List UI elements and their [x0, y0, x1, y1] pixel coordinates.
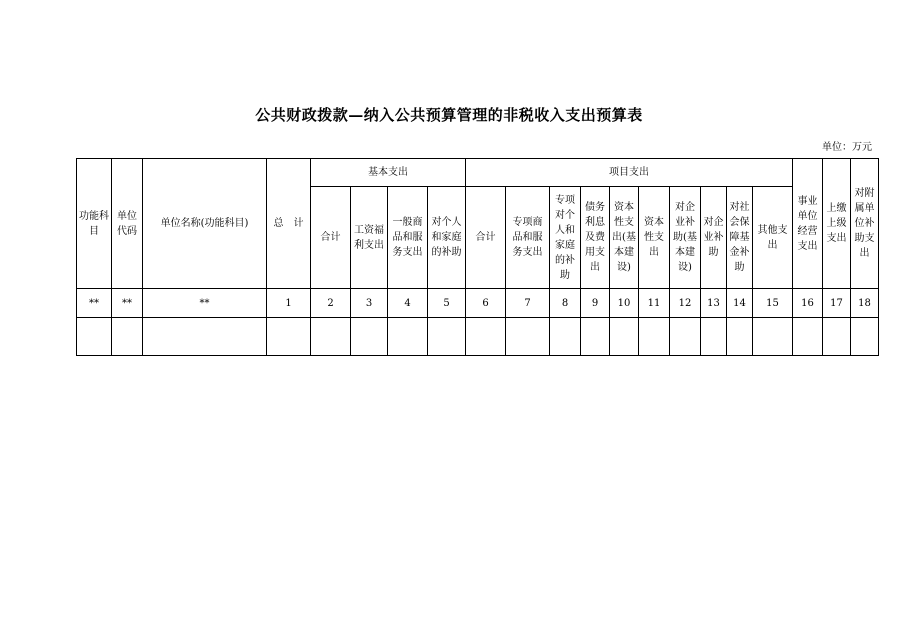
index-number: 16 [793, 289, 823, 318]
empty-cell [143, 318, 267, 356]
index-number: 17 [823, 289, 851, 318]
empty-cell [793, 318, 823, 356]
index-number: 5 [428, 289, 466, 318]
empty-cell [388, 318, 428, 356]
empty-cell [428, 318, 466, 356]
index-number: 1 [267, 289, 311, 318]
index-unit-code: ** [112, 289, 143, 318]
index-number: 11 [639, 289, 670, 318]
index-number: 14 [727, 289, 753, 318]
header-total: 总 计 [267, 159, 311, 289]
header-group-row [77, 159, 879, 187]
header-basic-2: 工资福利支出 [351, 187, 388, 289]
header-other-2: 上缴上级支出 [823, 159, 851, 289]
header-unit-code: 单位代码 [112, 159, 143, 289]
empty-cell [610, 318, 639, 356]
index-number: 3 [351, 289, 388, 318]
index-number: 4 [388, 289, 428, 318]
header-func: 功能科目 [77, 159, 112, 289]
empty-cell [466, 318, 506, 356]
index-func: ** [77, 289, 112, 318]
empty-data-row [77, 318, 879, 356]
header-project-10: 其他支出 [753, 187, 793, 289]
empty-cell [701, 318, 727, 356]
empty-cell [753, 318, 793, 356]
header-project-9: 对社会保障基金补助 [727, 187, 753, 289]
header-unit-name: 单位名称(功能科目) [143, 159, 267, 289]
empty-cell [851, 318, 879, 356]
empty-cell [727, 318, 753, 356]
budget-table [76, 158, 879, 356]
index-number: 12 [670, 289, 701, 318]
index-number: 10 [610, 289, 639, 318]
unit-label: 单位：万元 [822, 142, 872, 153]
index-number: 2 [311, 289, 351, 318]
empty-cell [823, 318, 851, 356]
empty-cell [112, 318, 143, 356]
header-project-5: 资本性支出(基本建设) [610, 187, 639, 289]
empty-cell [311, 318, 351, 356]
header-project-group: 项目支出 [466, 159, 793, 187]
header-project-7: 对企业补助(基本建设) [670, 187, 701, 289]
index-row [77, 289, 879, 318]
empty-cell [639, 318, 670, 356]
index-number: 15 [753, 289, 793, 318]
header-project-3: 专项对个人和家庭的补助 [550, 187, 581, 289]
index-unit-name: ** [143, 289, 267, 318]
header-basic-4: 对个人和家庭的补助 [428, 187, 466, 289]
empty-cell [351, 318, 388, 356]
index-number: 7 [506, 289, 550, 318]
header-other-1: 事业单位经营支出 [793, 159, 823, 289]
header-basic-1: 合计 [311, 187, 351, 289]
header-project-6: 资本性支出 [639, 187, 670, 289]
header-project-8: 对企业补助 [701, 187, 727, 289]
header-project-4: 债务利息及费用支出 [581, 187, 610, 289]
empty-cell [77, 318, 112, 356]
header-project-1: 合计 [466, 187, 506, 289]
empty-cell [581, 318, 610, 356]
index-number: 13 [701, 289, 727, 318]
empty-cell [670, 318, 701, 356]
empty-cell [550, 318, 581, 356]
empty-cell [506, 318, 550, 356]
index-number: 9 [581, 289, 610, 318]
header-basic-group: 基本支出 [311, 159, 466, 187]
page-title: 公共财政拨款—纳入公共预算管理的非税收入支出预算表 [255, 106, 643, 124]
empty-cell [267, 318, 311, 356]
index-number: 8 [550, 289, 581, 318]
header-project-2: 专项商品和服务支出 [506, 187, 550, 289]
header-basic-3: 一般商品和服务支出 [388, 187, 428, 289]
index-number: 18 [851, 289, 879, 318]
index-number: 6 [466, 289, 506, 318]
header-other-3: 对附属单位补助支出 [851, 159, 879, 289]
